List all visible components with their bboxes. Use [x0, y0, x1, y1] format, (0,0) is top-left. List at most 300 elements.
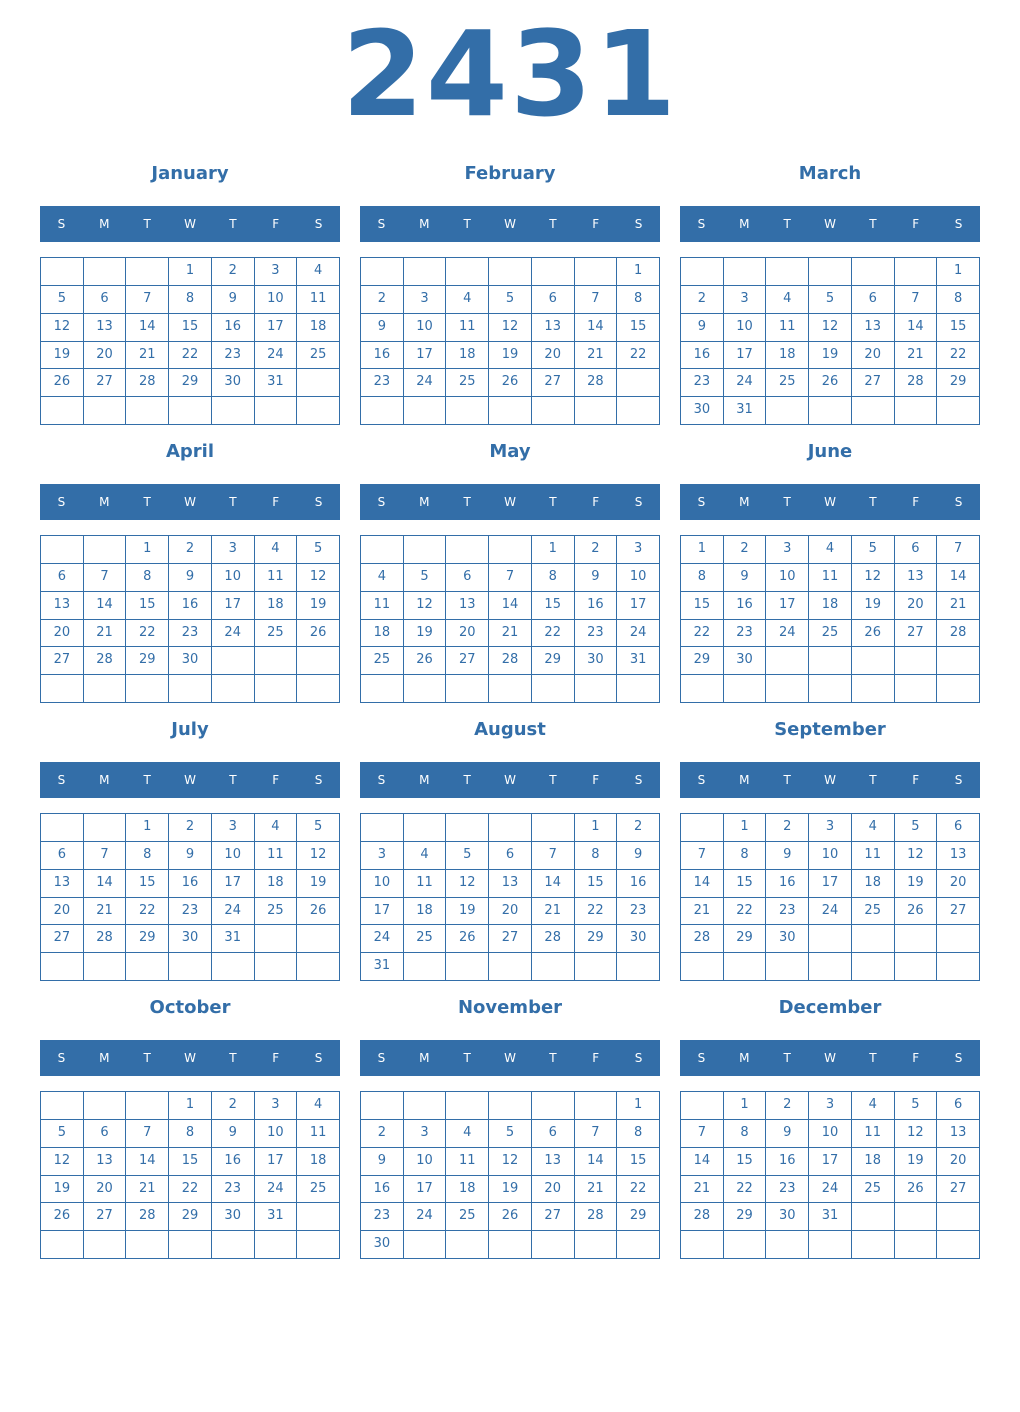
weekday-label: W — [504, 495, 516, 509]
day-grid — [680, 813, 980, 981]
day-cell: 20 — [532, 342, 575, 370]
weekday-label: T — [143, 217, 151, 231]
day-cell: 3 — [766, 536, 809, 564]
day-cell: 17 — [724, 342, 767, 370]
day-cell: 9 — [766, 842, 809, 870]
day-cell: 2 — [617, 814, 660, 842]
day-cell: 29 — [126, 925, 169, 953]
weekday-label: S — [697, 1051, 706, 1065]
day-cell: 30 — [724, 647, 767, 675]
day-cell — [766, 647, 809, 675]
day-cell: 18 — [361, 620, 404, 648]
month-title: December — [778, 997, 882, 1018]
day-cell: 10 — [809, 842, 852, 870]
day-cell: 22 — [575, 898, 618, 926]
month-title: June — [807, 441, 853, 462]
day-grid — [680, 535, 980, 703]
month-june — [680, 436, 980, 706]
day-cell: 10 — [255, 1120, 298, 1148]
day-cell: 6 — [84, 1120, 127, 1148]
day-cell: 7 — [84, 564, 127, 592]
day-cell — [446, 536, 489, 564]
day-cell — [489, 1231, 532, 1259]
day-grid — [360, 1091, 660, 1259]
day-cell: 13 — [446, 592, 489, 620]
weekday-label: S — [377, 773, 386, 787]
day-cell: 10 — [212, 564, 255, 592]
day-cell: 7 — [575, 286, 618, 314]
weekday-label: F — [912, 1051, 920, 1065]
day-cell: 8 — [575, 842, 618, 870]
weekday-label: M — [739, 495, 750, 509]
day-cell: 28 — [84, 647, 127, 675]
day-cell — [937, 925, 980, 953]
day-cell: 5 — [852, 536, 895, 564]
weekday-header — [360, 762, 660, 798]
day-cell: 10 — [766, 564, 809, 592]
day-cell: 25 — [446, 369, 489, 397]
weekday-header — [40, 762, 340, 798]
day-cell: 12 — [297, 842, 340, 870]
day-cell — [937, 953, 980, 981]
day-cell: 15 — [169, 314, 212, 342]
day-cell: 16 — [169, 870, 212, 898]
day-cell: 15 — [724, 870, 767, 898]
day-cell: 26 — [297, 898, 340, 926]
day-cell — [852, 1203, 895, 1231]
day-cell: 8 — [617, 1120, 660, 1148]
day-cell — [404, 953, 447, 981]
day-cell: 5 — [297, 536, 340, 564]
day-cell — [255, 675, 298, 703]
day-cell: 26 — [404, 647, 447, 675]
day-cell: 17 — [404, 342, 447, 370]
day-cell: 13 — [895, 564, 938, 592]
day-cell: 14 — [126, 314, 169, 342]
day-cell: 22 — [169, 1176, 212, 1204]
weekday-label: F — [592, 217, 600, 231]
day-cell: 27 — [41, 925, 84, 953]
day-cell: 10 — [255, 286, 298, 314]
day-cell: 21 — [681, 898, 724, 926]
day-cell: 25 — [852, 1176, 895, 1204]
day-cell: 3 — [809, 1092, 852, 1120]
day-cell: 29 — [126, 647, 169, 675]
day-cell: 10 — [724, 314, 767, 342]
day-cell — [617, 1231, 660, 1259]
day-cell: 16 — [617, 870, 660, 898]
day-cell — [84, 814, 127, 842]
day-cell — [681, 953, 724, 981]
day-cell: 28 — [489, 647, 532, 675]
day-cell: 17 — [766, 592, 809, 620]
day-cell — [126, 1092, 169, 1120]
day-cell: 30 — [361, 1231, 404, 1259]
day-cell: 30 — [575, 647, 618, 675]
day-cell: 13 — [41, 870, 84, 898]
day-cell: 4 — [255, 536, 298, 564]
day-cell: 15 — [575, 870, 618, 898]
month-may — [360, 436, 660, 706]
day-cell: 30 — [766, 1203, 809, 1231]
day-cell: 21 — [895, 342, 938, 370]
day-cell: 12 — [895, 1120, 938, 1148]
day-cell: 16 — [169, 592, 212, 620]
day-cell — [532, 258, 575, 286]
day-cell: 18 — [255, 870, 298, 898]
day-cell: 25 — [809, 620, 852, 648]
day-cell: 4 — [446, 1120, 489, 1148]
day-cell: 28 — [895, 369, 938, 397]
day-cell: 1 — [169, 1092, 212, 1120]
day-cell — [41, 1231, 84, 1259]
day-cell: 6 — [532, 1120, 575, 1148]
day-cell — [404, 536, 447, 564]
day-cell: 29 — [169, 369, 212, 397]
day-cell: 26 — [41, 1203, 84, 1231]
day-cell — [681, 675, 724, 703]
day-cell — [361, 536, 404, 564]
day-cell — [404, 1231, 447, 1259]
day-cell: 31 — [212, 925, 255, 953]
day-cell: 23 — [212, 342, 255, 370]
day-cell: 26 — [809, 369, 852, 397]
day-cell: 27 — [532, 369, 575, 397]
day-cell: 22 — [681, 620, 724, 648]
day-cell: 15 — [681, 592, 724, 620]
day-cell: 9 — [361, 1148, 404, 1176]
day-cell — [126, 953, 169, 981]
day-cell: 9 — [617, 842, 660, 870]
day-cell — [617, 953, 660, 981]
weekday-label: W — [824, 495, 836, 509]
day-cell: 29 — [681, 647, 724, 675]
month-january — [40, 158, 340, 428]
day-cell: 29 — [532, 647, 575, 675]
day-cell: 21 — [126, 1176, 169, 1204]
day-cell: 27 — [84, 1203, 127, 1231]
weekday-label: M — [739, 773, 750, 787]
day-cell — [809, 925, 852, 953]
day-cell: 9 — [169, 842, 212, 870]
day-cell: 2 — [681, 286, 724, 314]
day-cell: 16 — [766, 1148, 809, 1176]
day-cell: 18 — [809, 592, 852, 620]
day-cell: 4 — [852, 814, 895, 842]
day-cell — [126, 397, 169, 425]
day-cell: 1 — [575, 814, 618, 842]
day-cell — [681, 1231, 724, 1259]
weekday-label: S — [954, 1051, 963, 1065]
day-cell: 17 — [255, 314, 298, 342]
day-cell: 24 — [255, 1176, 298, 1204]
day-cell — [297, 925, 340, 953]
day-cell: 13 — [937, 1120, 980, 1148]
day-cell: 25 — [255, 898, 298, 926]
day-cell: 27 — [41, 647, 84, 675]
weekday-label: T — [869, 495, 877, 509]
day-cell: 2 — [766, 1092, 809, 1120]
day-cell: 6 — [852, 286, 895, 314]
day-cell — [41, 536, 84, 564]
day-cell: 6 — [446, 564, 489, 592]
day-cell — [169, 397, 212, 425]
day-cell: 24 — [724, 369, 767, 397]
day-cell: 22 — [724, 898, 767, 926]
day-cell — [937, 1231, 980, 1259]
day-cell: 21 — [937, 592, 980, 620]
day-cell — [895, 258, 938, 286]
day-cell: 11 — [852, 1120, 895, 1148]
day-cell — [169, 675, 212, 703]
weekday-label: W — [184, 217, 196, 231]
weekday-header — [40, 1040, 340, 1076]
weekday-label: S — [697, 773, 706, 787]
day-cell — [724, 953, 767, 981]
day-cell: 18 — [852, 1148, 895, 1176]
weekday-label: S — [697, 217, 706, 231]
day-cell — [255, 925, 298, 953]
day-cell: 1 — [532, 536, 575, 564]
day-cell: 12 — [41, 1148, 84, 1176]
day-cell: 7 — [937, 536, 980, 564]
day-cell: 3 — [724, 286, 767, 314]
day-cell: 21 — [126, 342, 169, 370]
day-cell: 5 — [41, 1120, 84, 1148]
day-cell — [532, 814, 575, 842]
day-cell: 3 — [255, 258, 298, 286]
day-cell: 1 — [169, 258, 212, 286]
day-cell: 19 — [446, 898, 489, 926]
day-cell: 14 — [937, 564, 980, 592]
day-cell — [255, 647, 298, 675]
weekday-label: S — [57, 773, 66, 787]
weekday-label: S — [57, 1051, 66, 1065]
day-cell: 12 — [852, 564, 895, 592]
day-cell: 20 — [41, 620, 84, 648]
day-cell: 1 — [617, 1092, 660, 1120]
weekday-label: M — [99, 217, 110, 231]
day-cell — [532, 953, 575, 981]
weekday-label: M — [99, 495, 110, 509]
day-cell: 13 — [532, 314, 575, 342]
weekday-label: T — [549, 773, 557, 787]
day-cell — [575, 258, 618, 286]
day-cell: 10 — [617, 564, 660, 592]
day-cell — [212, 953, 255, 981]
day-cell — [446, 814, 489, 842]
day-cell: 25 — [852, 898, 895, 926]
day-cell: 4 — [809, 536, 852, 564]
weekday-header — [360, 206, 660, 242]
day-cell — [297, 1231, 340, 1259]
day-cell: 11 — [297, 286, 340, 314]
day-cell: 15 — [617, 1148, 660, 1176]
day-cell: 14 — [84, 870, 127, 898]
day-cell: 6 — [532, 286, 575, 314]
day-cell: 30 — [169, 647, 212, 675]
day-cell: 22 — [617, 342, 660, 370]
day-cell: 8 — [126, 564, 169, 592]
weekday-label: W — [184, 495, 196, 509]
day-cell: 25 — [297, 1176, 340, 1204]
weekday-label: W — [184, 1051, 196, 1065]
weekday-label: M — [419, 495, 430, 509]
day-cell — [895, 953, 938, 981]
month-august — [360, 714, 660, 984]
day-cell — [297, 647, 340, 675]
day-cell: 26 — [446, 925, 489, 953]
day-cell: 21 — [84, 620, 127, 648]
day-cell — [41, 953, 84, 981]
day-cell — [617, 397, 660, 425]
day-cell: 1 — [126, 536, 169, 564]
month-title: February — [464, 163, 556, 184]
day-cell: 31 — [255, 369, 298, 397]
day-cell: 4 — [446, 286, 489, 314]
weekday-label: T — [869, 217, 877, 231]
day-cell: 24 — [404, 1203, 447, 1231]
day-cell — [895, 1231, 938, 1259]
day-cell: 2 — [169, 536, 212, 564]
day-cell: 28 — [937, 620, 980, 648]
day-cell: 23 — [212, 1176, 255, 1204]
day-cell: 12 — [489, 1148, 532, 1176]
day-cell: 13 — [84, 314, 127, 342]
day-cell: 17 — [255, 1148, 298, 1176]
day-cell — [297, 953, 340, 981]
day-cell: 30 — [766, 925, 809, 953]
day-cell — [937, 675, 980, 703]
day-cell: 30 — [681, 397, 724, 425]
day-cell: 15 — [617, 314, 660, 342]
day-cell — [852, 675, 895, 703]
day-cell — [809, 1231, 852, 1259]
day-cell: 11 — [446, 1148, 489, 1176]
day-cell — [681, 814, 724, 842]
weekday-label: S — [314, 1051, 323, 1065]
day-cell: 8 — [169, 1120, 212, 1148]
weekday-label: S — [314, 217, 323, 231]
day-cell — [724, 675, 767, 703]
month-title: March — [798, 163, 862, 184]
day-cell: 5 — [895, 1092, 938, 1120]
day-cell — [809, 647, 852, 675]
day-cell: 14 — [575, 1148, 618, 1176]
day-cell — [895, 1203, 938, 1231]
day-cell — [852, 397, 895, 425]
day-cell — [446, 1231, 489, 1259]
day-cell: 26 — [895, 898, 938, 926]
weekday-label: M — [739, 217, 750, 231]
day-cell — [446, 953, 489, 981]
day-cell: 3 — [212, 814, 255, 842]
weekday-label: M — [99, 773, 110, 787]
day-cell: 17 — [361, 898, 404, 926]
day-cell: 29 — [724, 925, 767, 953]
weekday-label: S — [634, 217, 643, 231]
day-cell: 25 — [361, 647, 404, 675]
day-cell — [404, 397, 447, 425]
day-cell: 18 — [446, 1176, 489, 1204]
day-grid — [40, 1091, 340, 1259]
day-cell: 5 — [41, 286, 84, 314]
day-cell: 23 — [681, 369, 724, 397]
day-cell: 10 — [404, 314, 447, 342]
day-cell: 19 — [895, 870, 938, 898]
month-october — [40, 992, 340, 1262]
weekday-label: F — [912, 773, 920, 787]
day-cell: 22 — [169, 342, 212, 370]
day-cell: 17 — [404, 1176, 447, 1204]
day-cell: 24 — [809, 898, 852, 926]
day-cell: 3 — [404, 1120, 447, 1148]
day-cell — [297, 1203, 340, 1231]
day-cell — [489, 953, 532, 981]
day-cell: 16 — [681, 342, 724, 370]
day-cell: 23 — [169, 898, 212, 926]
day-cell — [617, 369, 660, 397]
day-cell: 9 — [681, 314, 724, 342]
day-cell: 21 — [575, 1176, 618, 1204]
day-cell: 14 — [84, 592, 127, 620]
weekday-label: F — [272, 495, 280, 509]
day-cell: 29 — [169, 1203, 212, 1231]
day-cell: 20 — [489, 898, 532, 926]
day-cell: 28 — [681, 1203, 724, 1231]
day-cell — [212, 1231, 255, 1259]
day-cell: 2 — [766, 814, 809, 842]
day-cell — [489, 1092, 532, 1120]
day-grid — [680, 1091, 980, 1259]
weekday-label: S — [377, 495, 386, 509]
day-cell: 6 — [937, 1092, 980, 1120]
weekday-label: W — [504, 773, 516, 787]
month-november — [360, 992, 660, 1262]
day-cell — [575, 953, 618, 981]
day-cell: 28 — [532, 925, 575, 953]
day-cell: 5 — [446, 842, 489, 870]
day-cell: 19 — [41, 342, 84, 370]
day-cell: 1 — [126, 814, 169, 842]
day-cell: 12 — [489, 314, 532, 342]
day-cell: 26 — [895, 1176, 938, 1204]
month-september — [680, 714, 980, 984]
day-cell: 31 — [724, 397, 767, 425]
day-cell: 28 — [575, 369, 618, 397]
day-cell — [84, 675, 127, 703]
day-cell: 18 — [766, 342, 809, 370]
day-cell — [724, 258, 767, 286]
day-cell: 6 — [84, 286, 127, 314]
day-cell: 8 — [681, 564, 724, 592]
day-cell: 6 — [895, 536, 938, 564]
day-cell — [361, 1092, 404, 1120]
day-cell: 15 — [937, 314, 980, 342]
day-cell — [255, 953, 298, 981]
day-cell: 14 — [681, 870, 724, 898]
day-cell: 28 — [126, 369, 169, 397]
day-cell: 26 — [489, 369, 532, 397]
day-cell: 2 — [724, 536, 767, 564]
day-cell: 19 — [809, 342, 852, 370]
day-cell: 23 — [766, 1176, 809, 1204]
day-cell — [255, 397, 298, 425]
day-cell — [809, 953, 852, 981]
day-cell: 23 — [724, 620, 767, 648]
day-cell: 16 — [361, 342, 404, 370]
day-cell: 27 — [532, 1203, 575, 1231]
